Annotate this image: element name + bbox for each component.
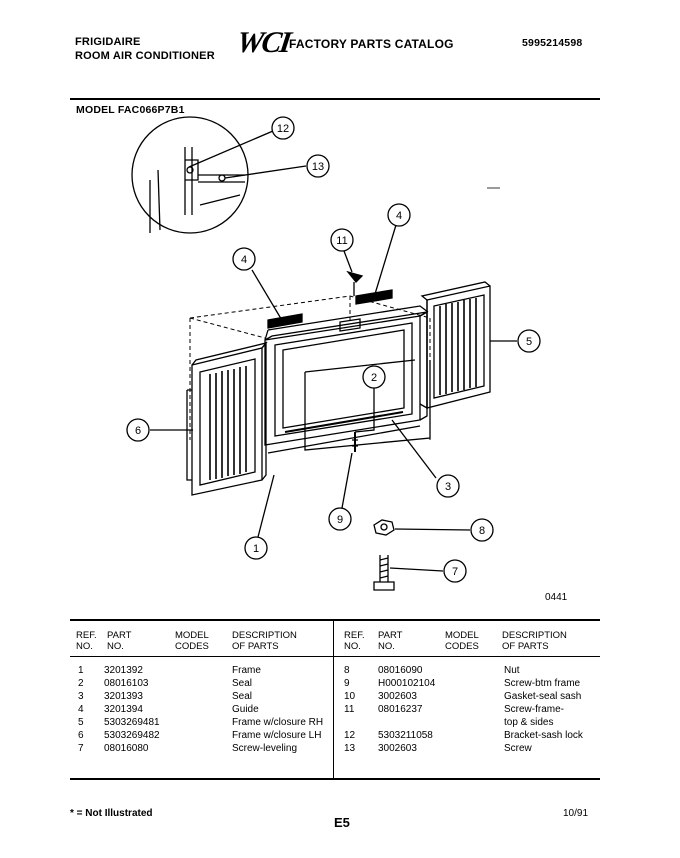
table-cell: Frame xyxy=(232,665,261,676)
hdr-part-right: PART NO. xyxy=(378,630,403,652)
table-cell: 3201392 xyxy=(104,665,143,676)
table-cell: H000102104 xyxy=(378,678,436,689)
callout-2 xyxy=(363,366,385,388)
table-cell: 6 xyxy=(78,730,84,741)
table-cell: 8 xyxy=(344,665,350,676)
svg-text:3: 3 xyxy=(444,481,452,493)
header-rule xyxy=(70,98,600,100)
table-cell: Screw xyxy=(504,743,532,754)
table-cell: 2 xyxy=(78,678,84,689)
leader-13 xyxy=(225,166,306,178)
table-cell: Frame w/closure RH xyxy=(232,717,324,728)
table-cell: 3201393 xyxy=(104,691,143,702)
table-cell: 13 xyxy=(344,743,356,754)
page-number: E5 xyxy=(334,815,350,830)
callout-4-left xyxy=(233,248,255,270)
hdr-desc-left: DESCRIPTION OF PARTS xyxy=(232,630,297,652)
svg-text:6: 6 xyxy=(134,425,142,437)
left-side-frame xyxy=(187,343,266,495)
table-bottom-rule xyxy=(70,778,600,780)
left-desc-column xyxy=(232,664,323,755)
table-cell: 3 xyxy=(78,691,84,702)
guide-right xyxy=(356,290,392,304)
hdr-desc-right: DESCRIPTION OF PARTS xyxy=(502,630,567,652)
nut-8 xyxy=(374,520,394,535)
table-cell: 08016237 xyxy=(378,704,423,715)
detail-inset-contents xyxy=(150,147,245,233)
leader-8 xyxy=(395,529,470,530)
hdr-model-left: MODEL CODES xyxy=(175,630,209,652)
leader-2 xyxy=(355,388,374,432)
right-louvers xyxy=(440,298,476,395)
table-cell: 12 xyxy=(344,730,356,741)
table-header-rule xyxy=(70,656,600,657)
hdr-model-right: MODEL CODES xyxy=(445,630,479,652)
svg-text:7: 7 xyxy=(451,566,459,578)
table-cell: Screw-leveling xyxy=(232,743,298,754)
seal-bottom xyxy=(285,412,403,432)
table-cell: 4 xyxy=(78,704,84,715)
hdr-part-left: PART NO. xyxy=(107,630,132,652)
table-top-rule xyxy=(70,619,600,621)
table-cell: 9 xyxy=(344,678,350,689)
table-cell: 08016103 xyxy=(104,678,149,689)
screw-7 xyxy=(374,555,394,590)
screw-11 xyxy=(348,272,362,282)
callout-12 xyxy=(272,117,294,139)
callout-6 xyxy=(127,419,149,441)
leader-4-right xyxy=(375,225,396,294)
callout-5 xyxy=(518,330,540,352)
table-cell: Screw-frame- xyxy=(504,704,565,715)
hdr-ref-right: REF. NO. xyxy=(344,630,365,652)
table-cell xyxy=(378,716,435,729)
right-ref-column xyxy=(344,664,355,755)
callout-3 xyxy=(437,475,459,497)
table-cell: 1 xyxy=(78,665,84,676)
callout-13 xyxy=(307,155,329,177)
table-cell: Screw-btm frame xyxy=(504,678,581,689)
svg-text:13: 13 xyxy=(311,161,325,173)
left-part-column xyxy=(104,664,160,755)
svg-text:4: 4 xyxy=(240,254,248,266)
table-cell: 7 xyxy=(78,743,84,754)
left-ref-column xyxy=(78,664,84,755)
leader-1 xyxy=(258,475,274,537)
svg-text:2: 2 xyxy=(370,372,378,384)
main-frame xyxy=(265,306,428,445)
leader-4-left xyxy=(252,270,283,322)
leader-12 xyxy=(189,128,280,167)
leader-9 xyxy=(342,453,352,508)
table-cell: 3002603 xyxy=(378,691,417,702)
callout-7 xyxy=(444,560,466,582)
table-cell: Gasket-seal sash xyxy=(504,691,582,702)
table-cell: Bracket-sash lock xyxy=(504,730,583,741)
hdr-ref-left: REF. NO. xyxy=(76,630,97,652)
table-cell: 11 xyxy=(344,704,355,715)
table-cell: 10 xyxy=(344,691,356,702)
table-cell: 5303211058 xyxy=(378,730,433,741)
svg-text:1: 1 xyxy=(252,543,260,555)
right-desc-column xyxy=(504,664,583,755)
svg-text:4: 4 xyxy=(395,210,403,222)
table-cell: Frame w/closure LH xyxy=(232,730,322,741)
callout-1 xyxy=(245,537,267,559)
table-cell: 5303269482 xyxy=(104,730,160,741)
brand-line-2: ROOM AIR CONDITIONER xyxy=(75,50,215,62)
table-cell: 3201394 xyxy=(104,704,143,715)
svg-text:5: 5 xyxy=(525,336,533,348)
leader-11 xyxy=(344,251,352,272)
table-cell: Guide xyxy=(232,704,259,715)
callout-11 xyxy=(331,229,353,251)
callout-9 xyxy=(329,508,351,530)
exploded-parts-diagram xyxy=(0,110,680,610)
catalog-title: FACTORY PARTS CATALOG xyxy=(289,37,454,51)
svg-text:11: 11 xyxy=(336,235,348,247)
svg-text:8: 8 xyxy=(478,525,486,537)
table-cell: 5 xyxy=(78,717,84,728)
table-cell: Nut xyxy=(504,665,520,676)
table-cell: 5303269481 xyxy=(104,717,160,728)
callout-8 xyxy=(471,519,493,541)
revision-date: 10/91 xyxy=(563,808,589,819)
left-louvers xyxy=(210,366,246,480)
table-cell xyxy=(344,716,355,729)
svg-text:12: 12 xyxy=(276,123,290,135)
table-center-divider xyxy=(333,621,334,778)
table-cell: Seal xyxy=(232,678,253,689)
catalog-number: 5995214598 xyxy=(522,37,583,49)
table-cell: 3002603 xyxy=(378,743,417,754)
table-cell: 08016090 xyxy=(378,665,423,676)
right-part-column xyxy=(378,664,435,755)
table-cell: top & sides xyxy=(504,717,554,728)
wci-logo: WCI xyxy=(234,26,292,59)
svg-text:9: 9 xyxy=(336,514,344,526)
footnote-not-illustrated: * = Not Illustrated xyxy=(70,808,153,819)
leader-7 xyxy=(390,568,443,571)
table-cell: 08016080 xyxy=(104,743,149,754)
table-cell: Seal xyxy=(232,691,253,702)
model-number: MODEL FAC066P7B1 xyxy=(76,104,185,116)
brand-line-1: FRIGIDAIRE xyxy=(75,36,141,48)
callout-4-right xyxy=(388,204,410,226)
figure-code: 0441 xyxy=(545,592,568,603)
